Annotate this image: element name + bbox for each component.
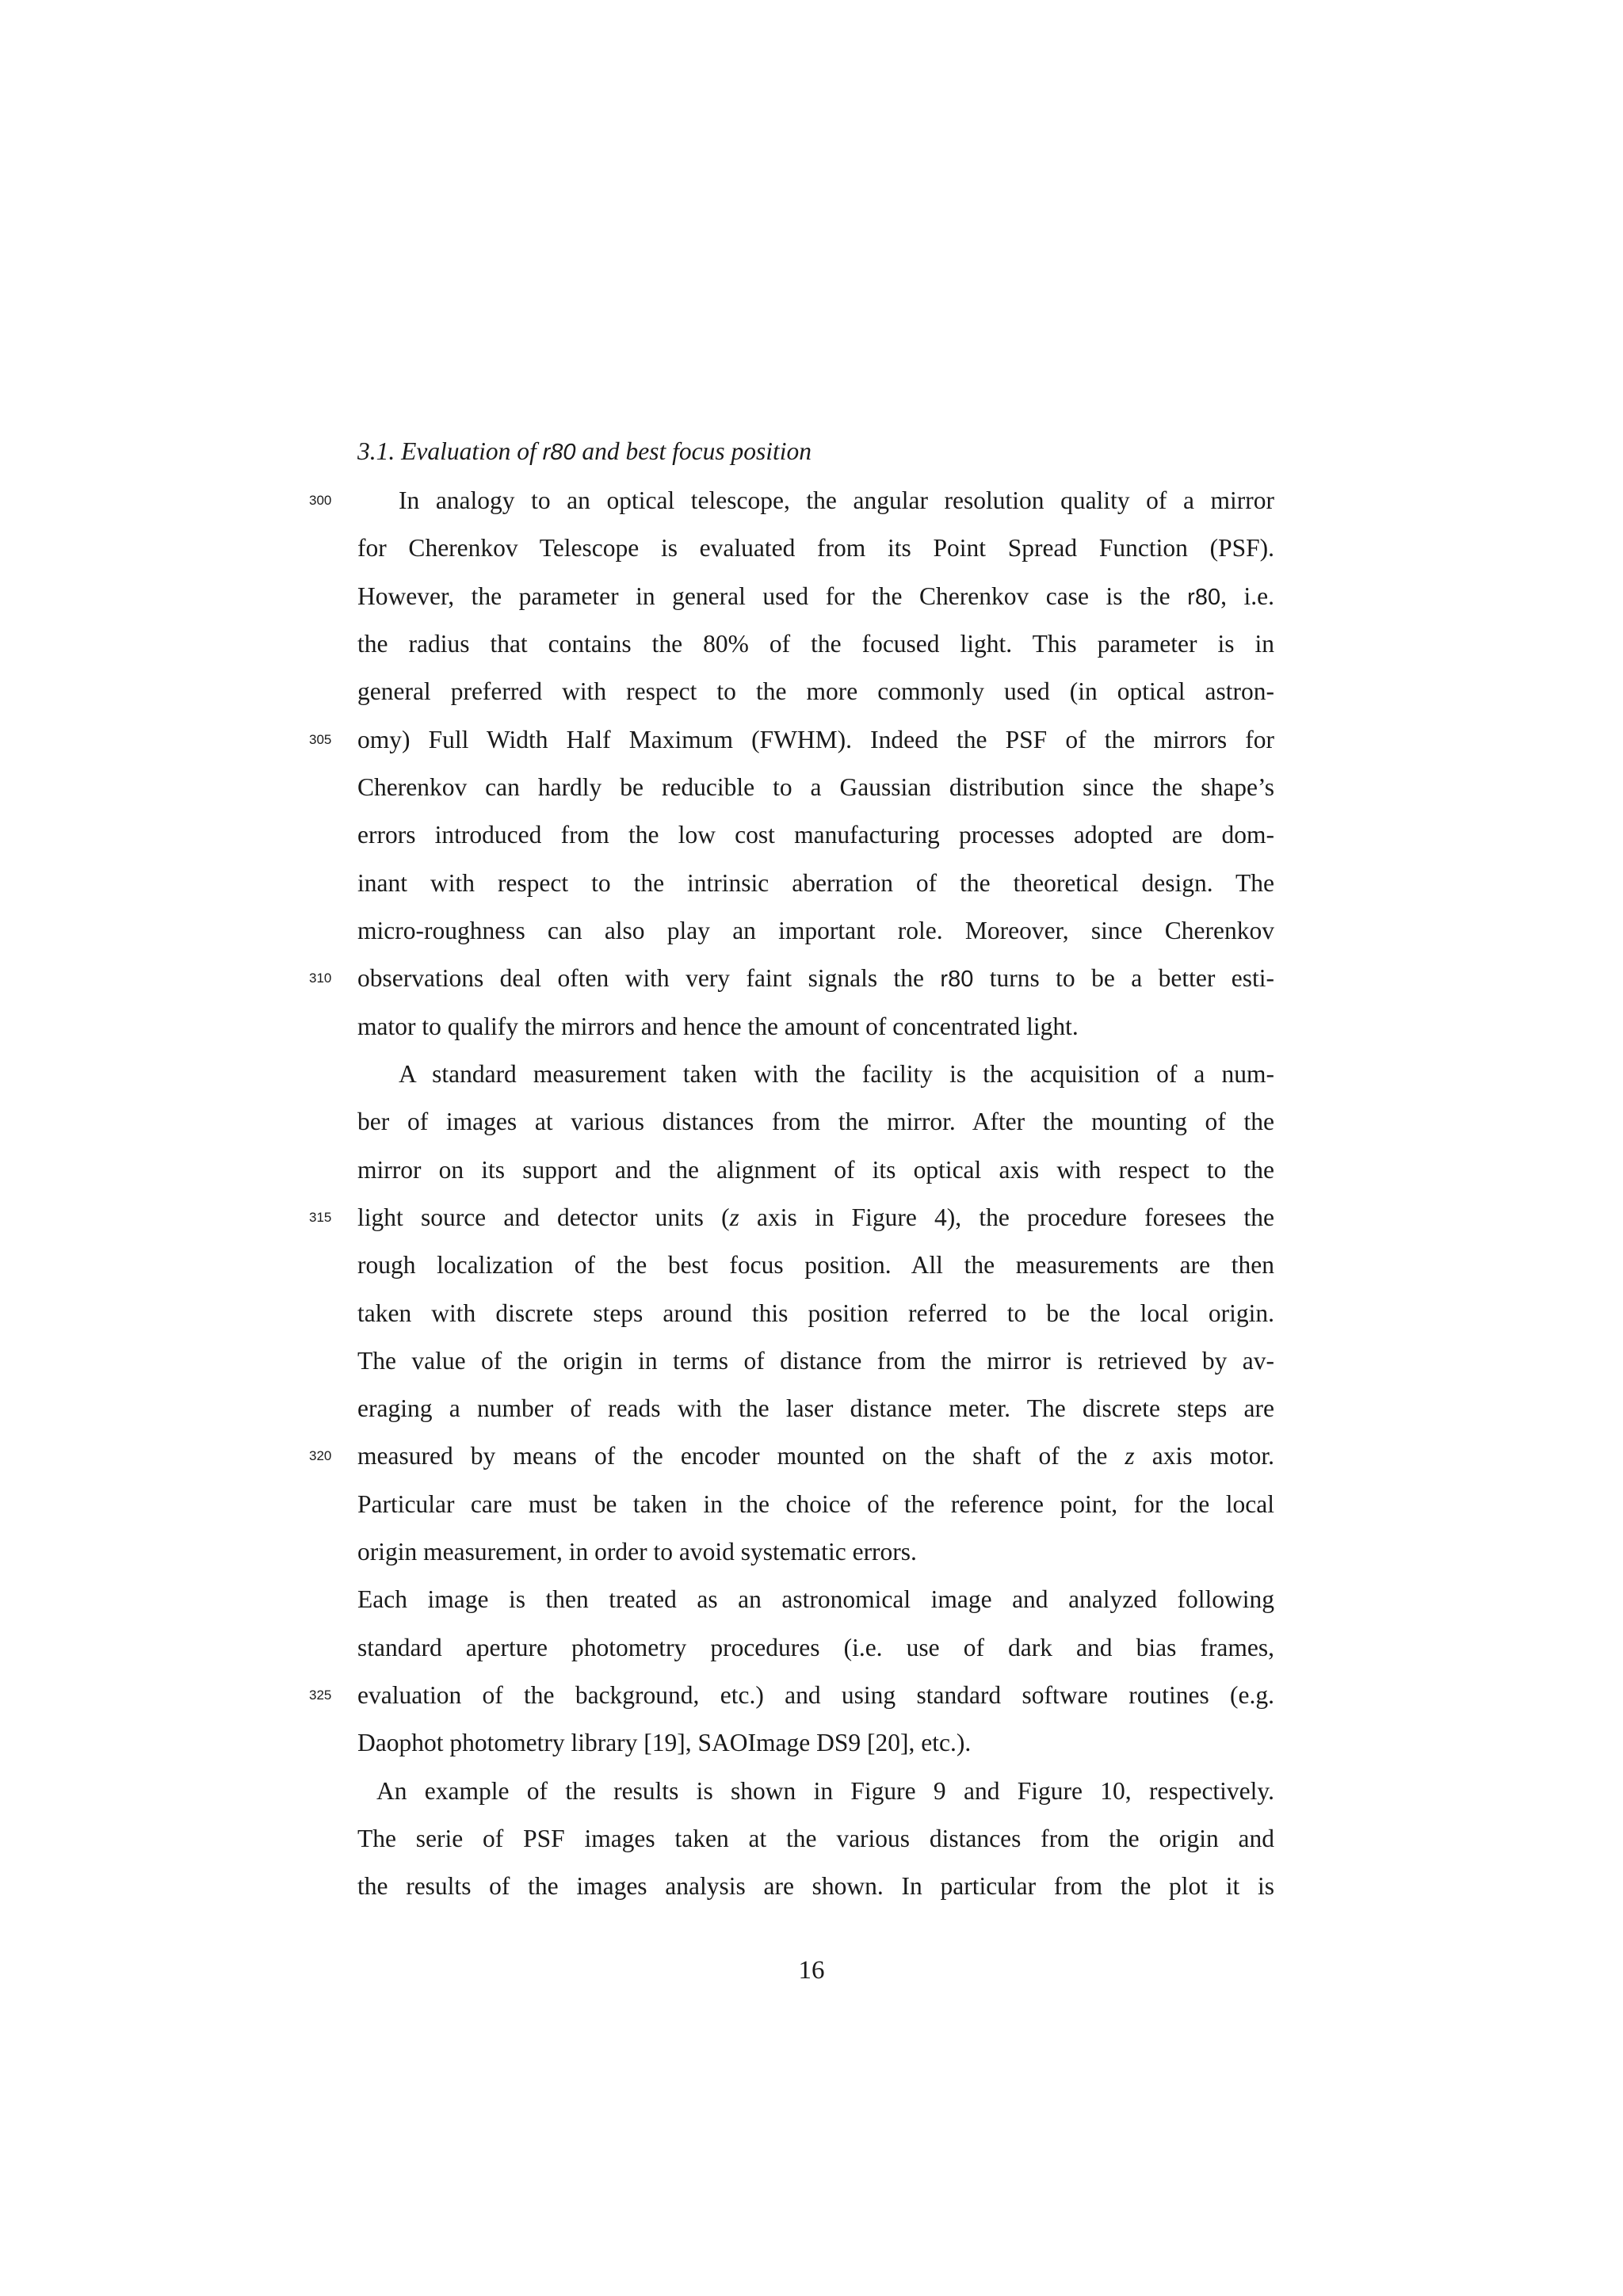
text-line: the radius that contains the 80% of the focused light. This parameter is in — [357, 630, 1274, 658]
text-line: An example of the results is shown in Figure 9 and Figure 10, respectively. — [376, 1777, 1274, 1805]
text-line: The serie of PSF images taken at the various distances from the origin and — [357, 1825, 1274, 1852]
text-line: eraging a number of reads with the laser distance meter. The discrete steps are — [357, 1394, 1274, 1422]
text-line: However, the parameter in general used for the Cherenkov case is the r80, i.e. — [357, 582, 1275, 610]
text-line: mator to qualify the mirrors and hence the amount of concentrated light. — [357, 1013, 1079, 1040]
text-line: light source and detector units (z axis in Figure 4), the procedure foresees the — [357, 1203, 1274, 1231]
page-number: 16 — [798, 1956, 825, 1985]
text-line: omy) Full Width Half Maximum (FWHM). Indeed the PSF of the mirrors for — [357, 726, 1274, 753]
text-line: A standard measurement taken with the facility is the acquisition of a num- — [399, 1060, 1274, 1088]
text-line: rough localization of the best focus position. All the measurements are then — [357, 1251, 1274, 1279]
text-line: Cherenkov can hardly be reducible to a Gaussian distribution since the shape’s — [357, 773, 1274, 801]
text-line: general preferred with respect to the more commonly used (in optical astron- — [357, 677, 1274, 705]
section-heading — [357, 428, 812, 476]
text-line: for Cherenkov Telescope is evaluated from its Point Spread Function (PSF). — [357, 534, 1274, 562]
section-title-before: Evaluation of — [401, 437, 537, 465]
text-line: Each image is then treated as an astronomical image and analyzed following — [357, 1585, 1274, 1613]
section-number: 3.1. — [357, 437, 395, 465]
text-line: taken with discrete steps around this position referred to be the local origin. — [357, 1299, 1274, 1327]
text-line: measured by means of the encoder mounted on the shaft of the z axis motor. — [357, 1442, 1275, 1470]
section-title-after: and best focus position — [582, 437, 812, 465]
text-line: inant with respect to the intrinsic aberration of the theoretical design. The — [357, 869, 1274, 897]
text-line: errors introduced from the low cost manufacturing processes adopted are dom- — [357, 821, 1274, 849]
line-number-320: 320 — [309, 1448, 332, 1463]
line-number-305: 305 — [309, 732, 332, 747]
text-line: The value of the origin in terms of distance from the mirror is retrieved by av- — [357, 1347, 1274, 1375]
text-line: observations deal often with very faint signals the r80 turns to be a better esti- — [357, 964, 1274, 992]
text-line: mirror on its support and the alignment of its optical axis with respect to the — [357, 1156, 1274, 1184]
line-number-315: 315 — [309, 1210, 332, 1225]
line-number-300: 300 — [309, 493, 332, 508]
text-line: Daophot photometry library [19], SAOImage DS9 [20], etc.). — [357, 1729, 972, 1756]
text-line: Particular care must be taken in the choice of the reference point, for the local — [357, 1490, 1274, 1518]
text-line: In analogy to an optical telescope, the angular resolution quality of a mirror — [399, 486, 1274, 514]
text-line: the results of the images analysis are shown. In particular from the plot it is — [357, 1872, 1274, 1900]
text-line: micro-roughness can also play an important role. Moreover, since Cherenkov — [357, 917, 1274, 944]
line-number-310: 310 — [309, 971, 332, 986]
text-line: origin measurement, in order to avoid systematic errors. — [357, 1538, 917, 1566]
text-line: ber of images at various distances from the mirror. After the mounting of the — [357, 1108, 1274, 1135]
line-number-325: 325 — [309, 1688, 332, 1703]
section-title-r80: r80 — [542, 440, 576, 465]
text-line: standard aperture photometry procedures (i.e. use of dark and bias frames, — [357, 1634, 1274, 1661]
text-line: evaluation of the background, etc.) and using standard software routines (e.g. — [357, 1681, 1274, 1709]
